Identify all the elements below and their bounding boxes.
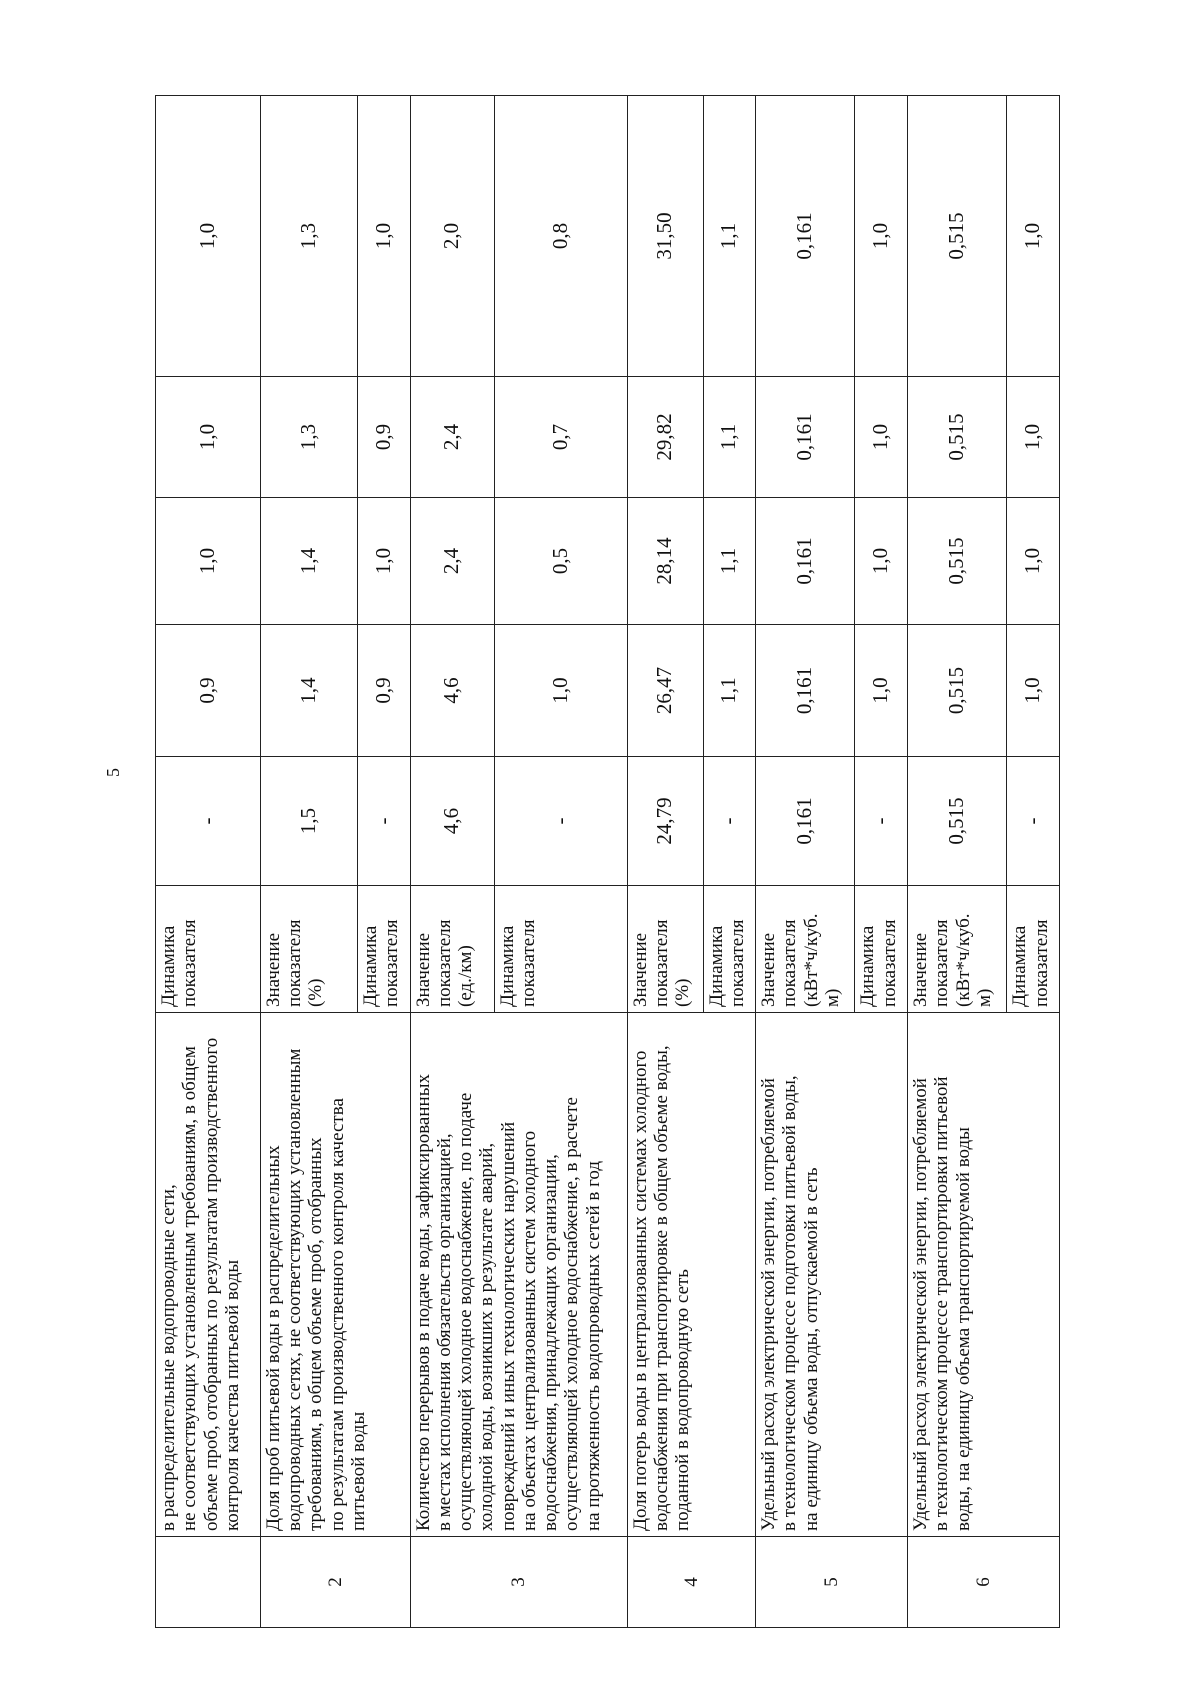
indicator-unit-cell: Значение показателя (кВт*ч/куб. м) [907, 886, 1006, 1013]
value-cell: 0,7 [494, 377, 627, 498]
value-cell: - [358, 757, 411, 886]
value-cell: 0,515 [907, 625, 1006, 757]
value-cell: 1,3 [260, 96, 357, 377]
value-cell: 1,0 [1007, 96, 1060, 377]
indicator-description-cell: Количество перерывов в подаче воды, зафиксированных в местах исполнения обязательств организацией, осуществляющей холодное водоснабжение, по подаче холодной воды, возникших в результате аварий, повреждений и иных технологических нарушений на объектах централизованных систем холодного водоснабжения, принадлежащих организации, осуществляющей холодное водоснабжение, в расчете на протяженность водопроводных сетей в год [410, 1013, 627, 1537]
indicator-description-cell: Удельный расход электрической энергии, потребляемой в технологическом процессе транспортировки питьевой воды, на единицу объема транспортируемой воды [907, 1013, 1059, 1537]
table-body [156, 96, 1060, 1628]
value-cell: 1,1 [703, 96, 756, 377]
indicators-table [155, 95, 1060, 1628]
row-number-cell: 4 [627, 1537, 755, 1628]
value-cell: 1,0 [494, 625, 627, 757]
value-cell: 1,0 [1007, 377, 1060, 498]
indicator-unit-cell: Значение показателя (ед./км) [410, 886, 494, 1013]
indicator-description-cell: Доля потерь воды в централизованных системах холодного водоснабжения при транспортировке в общем объеме воды, поданной в водопроводную сеть [627, 1013, 755, 1537]
value-cell: - [1007, 757, 1060, 886]
value-cell: - [855, 757, 908, 886]
value-cell: 0,9 [358, 625, 411, 757]
value-cell: 1,1 [703, 625, 756, 757]
row-number-cell: 2 [260, 1537, 410, 1628]
table-row [907, 96, 1006, 1628]
value-cell: 1,0 [156, 96, 261, 377]
value-cell: 4,6 [410, 757, 494, 886]
value-cell: 1,0 [1007, 498, 1060, 625]
value-cell: 0,515 [907, 757, 1006, 886]
value-cell: 2,0 [410, 96, 494, 377]
value-cell: 24,79 [627, 757, 703, 886]
value-cell: 29,82 [627, 377, 703, 498]
indicator-unit-cell: Динамика показателя [358, 886, 411, 1013]
value-cell: 1,0 [855, 96, 908, 377]
value-cell: - [156, 757, 261, 886]
value-cell: 1,4 [260, 498, 357, 625]
indicator-description-cell: в распределительные водопроводные сети, не соответствующих установленным требованиям, в общем объеме проб, отобранных по результатам производственного контроля качества питьевой воды [156, 1013, 261, 1537]
value-cell: 0,515 [907, 498, 1006, 625]
value-cell: 0,161 [756, 625, 855, 757]
value-cell: 0,161 [756, 377, 855, 498]
value-cell: 1,3 [260, 377, 357, 498]
value-cell: 2,4 [410, 498, 494, 625]
indicator-description-cell: Удельный расход электрической энергии, потребляемой в технологическом процессе подготовки питьевой воды, на единицу объема воды, отпускаемой в сеть [756, 1013, 908, 1537]
rotated-table-container [155, 96, 1060, 1628]
value-cell: 0,8 [494, 96, 627, 377]
value-cell: 26,47 [627, 625, 703, 757]
row-number-cell [156, 1537, 261, 1628]
table-row [410, 96, 494, 1628]
page-number: 5 [103, 768, 123, 777]
indicator-unit-cell: Динамика показателя [855, 886, 908, 1013]
indicator-unit-cell: Динамика показателя [494, 886, 627, 1013]
indicator-unit-cell: Значение показателя (%) [260, 886, 357, 1013]
value-cell: 0,515 [907, 96, 1006, 377]
row-number-cell: 6 [907, 1537, 1059, 1628]
value-cell: 28,14 [627, 498, 703, 625]
value-cell: 1,0 [855, 377, 908, 498]
value-cell: 0,9 [358, 377, 411, 498]
value-cell: 0,5 [494, 498, 627, 625]
value-cell: 1,0 [855, 625, 908, 757]
value-cell: - [703, 757, 756, 886]
table-row [260, 96, 357, 1628]
row-number-cell: 5 [756, 1537, 908, 1628]
value-cell: 1,1 [703, 377, 756, 498]
indicator-unit-cell: Динамика показателя [156, 886, 261, 1013]
value-cell: 0,161 [756, 96, 855, 377]
value-cell: 31,50 [627, 96, 703, 377]
indicator-unit-cell: Динамика показателя [1007, 886, 1060, 1013]
indicator-description-cell: Доля проб питьевой воды в распределительных водопроводных сетях, не соответствующих установленным требованиям, в общем объеме проб, отобранных по результатам производственного контроля качества питьевой воды [260, 1013, 410, 1537]
value-cell: 1,0 [1007, 625, 1060, 757]
value-cell: 4,6 [410, 625, 494, 757]
value-cell: 1,0 [358, 498, 411, 625]
value-cell: 0,161 [756, 498, 855, 625]
value-cell: 0,161 [756, 757, 855, 886]
value-cell: 1,0 [156, 498, 261, 625]
value-cell: 2,4 [410, 377, 494, 498]
indicator-unit-cell: Значение показателя (%) [627, 886, 703, 1013]
indicator-unit-cell: Динамика показателя [703, 886, 756, 1013]
table-row [627, 96, 703, 1628]
value-cell: 1,0 [855, 498, 908, 625]
value-cell: 1,0 [156, 377, 261, 498]
row-number-cell: 3 [410, 1537, 627, 1628]
value-cell: 0,515 [907, 377, 1006, 498]
value-cell: - [494, 757, 627, 886]
table-row [756, 96, 855, 1628]
value-cell: 1,5 [260, 757, 357, 886]
value-cell: 1,4 [260, 625, 357, 757]
indicator-unit-cell: Значение показателя (кВт*ч/куб. м) [756, 886, 855, 1013]
value-cell: 1,0 [358, 96, 411, 377]
value-cell: 1,1 [703, 498, 756, 625]
value-cell: 0,9 [156, 625, 261, 757]
table-row [156, 96, 261, 1628]
